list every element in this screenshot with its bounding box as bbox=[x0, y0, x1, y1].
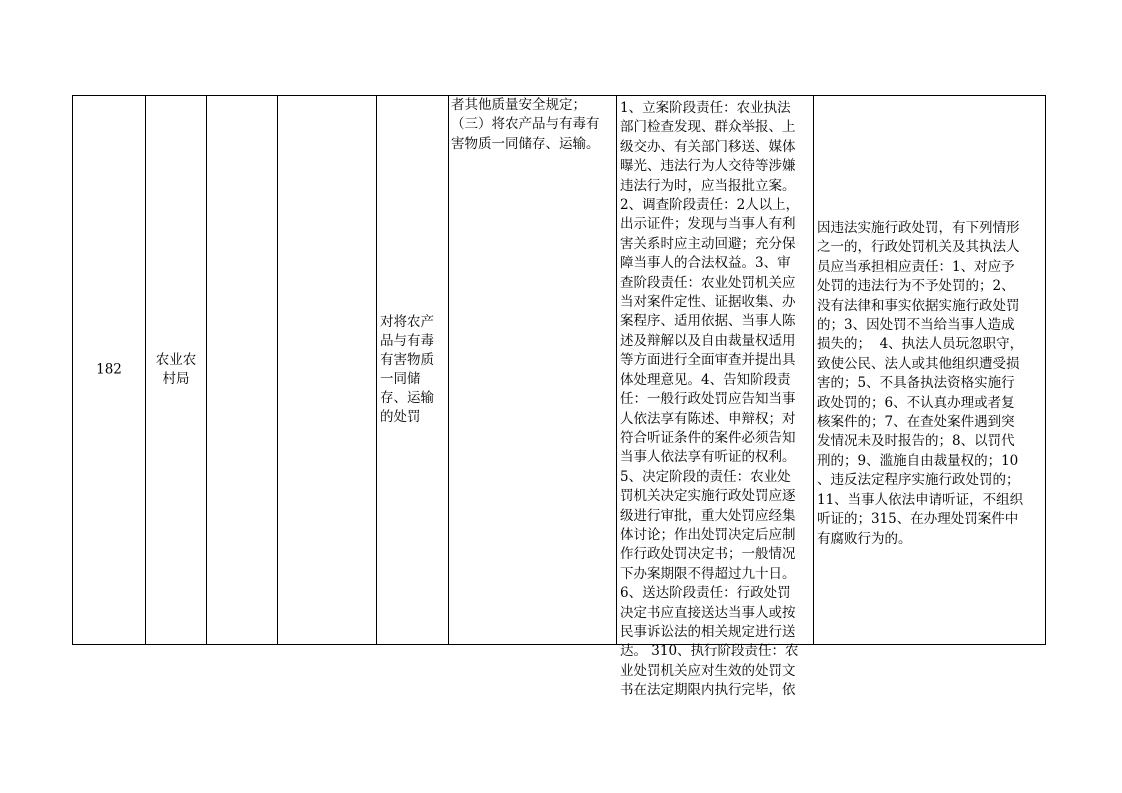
responsibility-line: 级交办、有关部门移送、媒体 bbox=[620, 138, 796, 155]
responsibility-line: 部门检查发现、群众举报、上 bbox=[620, 119, 796, 136]
cell-empty-1 bbox=[207, 96, 278, 644]
responsibility-line: 体讨论；作出处罚决定后应制 bbox=[620, 526, 796, 543]
responsibility-line: 害关系时应主动回避；充分保 bbox=[620, 235, 796, 252]
responsibility-table bbox=[72, 95, 1046, 699]
accountability-line: 之一的，行政处罚机关及其执法人 bbox=[817, 239, 1020, 256]
responsibility-line: 人依法享有陈述、申辩权；对 bbox=[620, 410, 796, 427]
responsibility-line: 述及辩解以及自由裁量权适用 bbox=[620, 332, 796, 349]
accountability-line: 员应当承担相应责任：1、对应予 bbox=[817, 258, 1015, 275]
responsibility-line: 下办案期限不得超过九十日。 bbox=[620, 565, 796, 582]
accountability-line: 听证的；315、在办理处罚案件中 bbox=[817, 511, 1019, 528]
responsibility-line: 罚机关决定实施行政处罚应逐 bbox=[620, 488, 796, 505]
responsibility-line: 障当事人的合法权益。3、审 bbox=[620, 255, 791, 272]
accountability-line: 政处罚的；6、不认真办理或者复 bbox=[817, 394, 1015, 411]
item-name: 对将农产品与有毒有害物质一同储存、运输的处罚 bbox=[380, 314, 434, 425]
responsibility-line: 案程序、适用依据、当事人陈 bbox=[620, 313, 796, 330]
cell-empty-2 bbox=[278, 96, 377, 644]
responsibility-line: 体处理意见。4、告知阶段责 bbox=[620, 371, 791, 388]
responsibility-line: 决定书应直接送达当事人或按 bbox=[620, 604, 796, 621]
responsibility-line: 出示证件；发现与当事人有利 bbox=[620, 216, 796, 233]
responsibility-line: 等方面进行全面审查并提出具 bbox=[620, 352, 796, 369]
responsibility-line: 5、决定阶段的责任：农业处 bbox=[620, 468, 791, 485]
legal-basis-line: （三）将农产品与有毒有 bbox=[451, 116, 600, 133]
responsibility-line: 民事诉讼法的相关规定进行送 bbox=[620, 623, 796, 640]
responsibility-line: 违法行为时，应当报批立案。 bbox=[620, 177, 796, 194]
responsibility-line: 1、立案阶段责任：农业执法 bbox=[620, 100, 791, 116]
responsibility-text bbox=[620, 99, 813, 701]
responsibility-line: 作行政处罚决定书；一般情况 bbox=[620, 546, 796, 563]
accountability-line: 没有法律和事实依据实施行政处罚 bbox=[817, 297, 1020, 314]
accountability-line: 11、当事人依法申请听证，不组织 bbox=[817, 491, 1024, 508]
row-number: 182 bbox=[96, 361, 122, 378]
accountability-line: 处罚的违法行为不予处罚的；2、 bbox=[817, 278, 1015, 295]
accountability-line: 因违法实施行政处罚，有下列情形 bbox=[817, 220, 1020, 236]
accountability-line: 发情况未及时报告的；8、以罚代 bbox=[817, 433, 1015, 450]
legal-basis-line: 害物质一同储存、运输。 bbox=[451, 135, 600, 152]
responsibility-line: 2、调查阶段责任：2人以上， bbox=[620, 197, 800, 214]
accountability-line: 核案件的；7、在查处案件遇到突 bbox=[817, 414, 1015, 431]
cell-responsibility bbox=[617, 96, 814, 699]
accountability-line: 的；3、因处罚不当给当事人造成 bbox=[817, 317, 1015, 334]
accountability-text bbox=[817, 219, 1047, 549]
accountability-line: 损失的； 4、执法人员玩忽职守， bbox=[817, 336, 1024, 353]
accountability-line: 、违反法定程序实施行政处罚的； bbox=[817, 472, 1020, 489]
responsibility-line: 符合听证条件的案件必须告知 bbox=[620, 429, 796, 446]
legal-basis-text bbox=[451, 96, 614, 154]
cell-row-number bbox=[73, 96, 146, 644]
accountability-line: 刑的；9、滥施自由裁量权的；10 bbox=[817, 452, 1019, 469]
cell-legal-basis bbox=[449, 96, 617, 644]
cell-item-name bbox=[377, 96, 449, 644]
responsibility-line: 级进行审批，重大处罚应经集 bbox=[620, 507, 796, 524]
responsibility-line: 任：一般行政处罚应告知当事 bbox=[620, 391, 796, 408]
responsibility-line: 业处罚机关应对生效的处罚文 bbox=[620, 662, 796, 679]
accountability-line: 害的；5、不具备执法资格实施行 bbox=[817, 375, 1015, 392]
responsibility-line: 当对案件定性、证据收集、办 bbox=[620, 294, 796, 311]
accountability-line: 致使公民、法人或其他组织遭受损 bbox=[817, 355, 1020, 372]
cell-department bbox=[146, 96, 207, 644]
responsibility-line: 达。 310、执行阶段责任：农 bbox=[620, 643, 799, 660]
responsibility-line: 曝光、违法行为人交待等涉嫌 bbox=[620, 158, 796, 175]
responsibility-line: 6、送达阶段责任：行政处罚 bbox=[620, 585, 791, 602]
cell-accountability bbox=[814, 96, 1047, 644]
department-name: 农业农村局 bbox=[155, 352, 197, 387]
responsibility-line: 当事人依法享有听证的权利。 bbox=[620, 449, 796, 466]
legal-basis-line: 者其他质量安全规定； bbox=[451, 97, 586, 113]
responsibility-line: 查阶段责任：农业处罚机关应 bbox=[620, 274, 796, 291]
accountability-line: 有腐败行为的。 bbox=[817, 530, 912, 547]
responsibility-line: 书在法定期限内执行完毕，依 bbox=[620, 682, 796, 699]
